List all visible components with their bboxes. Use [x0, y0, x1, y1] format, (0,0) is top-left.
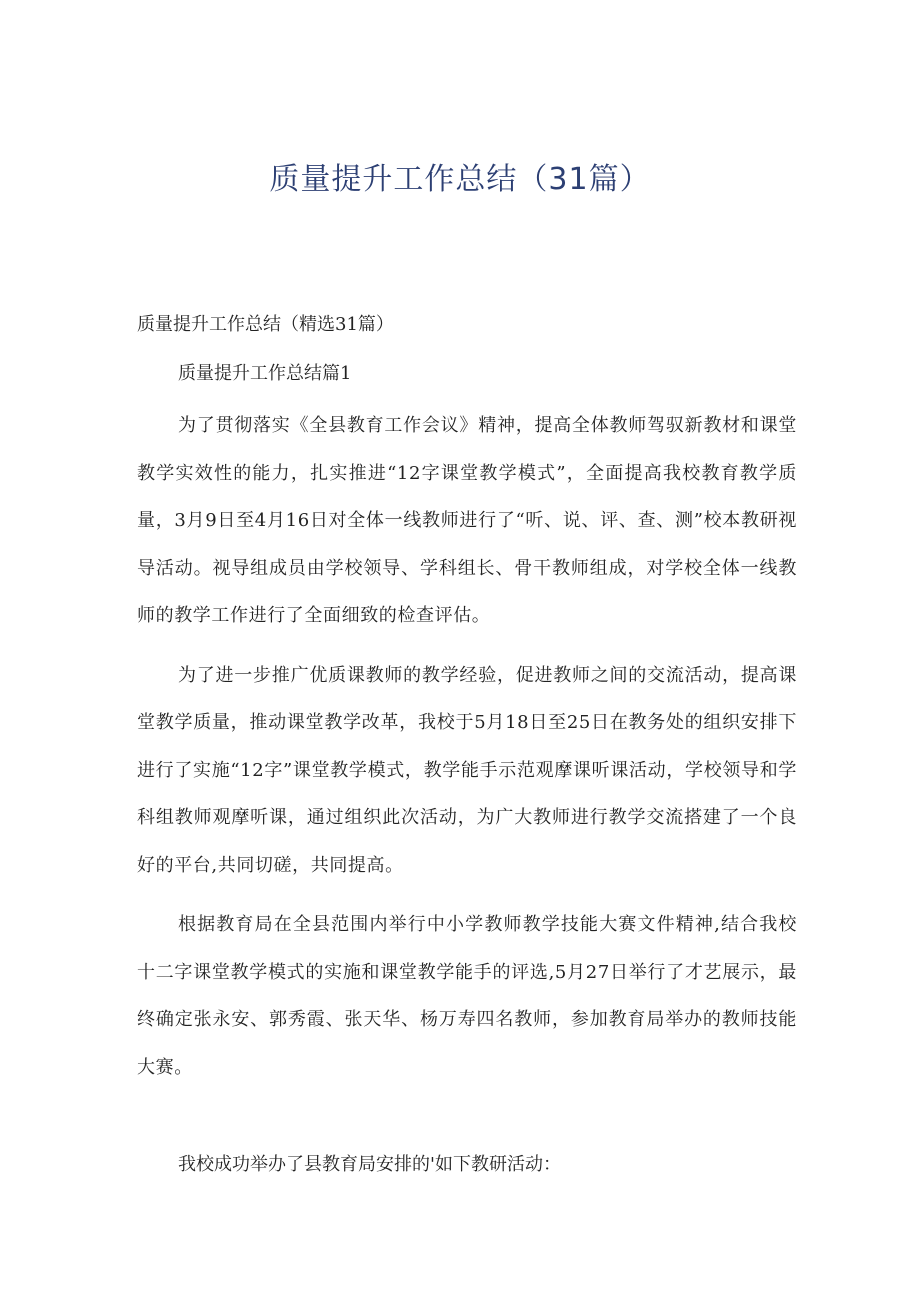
document-body — [137, 310, 797, 1180]
paragraph-3: 根据教育局在全县范围内举行中小学教师教学技能大赛文件精神,结合我校十二字课堂教学模式的实施和课堂教学能手的评选,5月27日举行了才艺展示，最终确定张永安、郭秀霞、张天华、杨万寿四名教师，参加教育局举办的教师技能大赛。 — [137, 914, 797, 1078]
document-title: 质量提升工作总结（31篇） — [269, 162, 651, 197]
paragraph-1: 为了贯彻落实《全县教育工作会议》精神，提高全体教师驾驭新教材和课堂教学实效性的能力，扎实推进“12字课堂教学模式”，全面提高我校教育教学质量，3月9日至4月16日对全体一线教师进行了“听、说、评、查、测”校本教研视导活动。视导组成员由学校领导、学科组长、骨干教师组成，对学校全体一线教师的教学工作进行了全面细致的检查评估。 — [137, 415, 797, 626]
document-subtitle: 质量提升工作总结（精选31篇） — [137, 314, 394, 335]
section-heading: 质量提升工作总结篇1 — [178, 363, 352, 384]
paragraph-2: 为了进一步推广优质课教师的教学经验，促进教师之间的交流活动，提高课堂教学质量，推动课堂教学改革，我校于5月18日至25日在教务处的组织安排下进行了实施“12字”课堂教学模式，教学能手示范观摩课听课活动，学校领导和学科组教师观摩听课，通过组织此次活动，为广大教师进行教学交流搭建了一个良好的平台,共同切磋，共同提高。 — [137, 664, 797, 876]
paragraph-4: 我校成功举办了县教育局安排的'如下教研活动： — [178, 1154, 561, 1175]
